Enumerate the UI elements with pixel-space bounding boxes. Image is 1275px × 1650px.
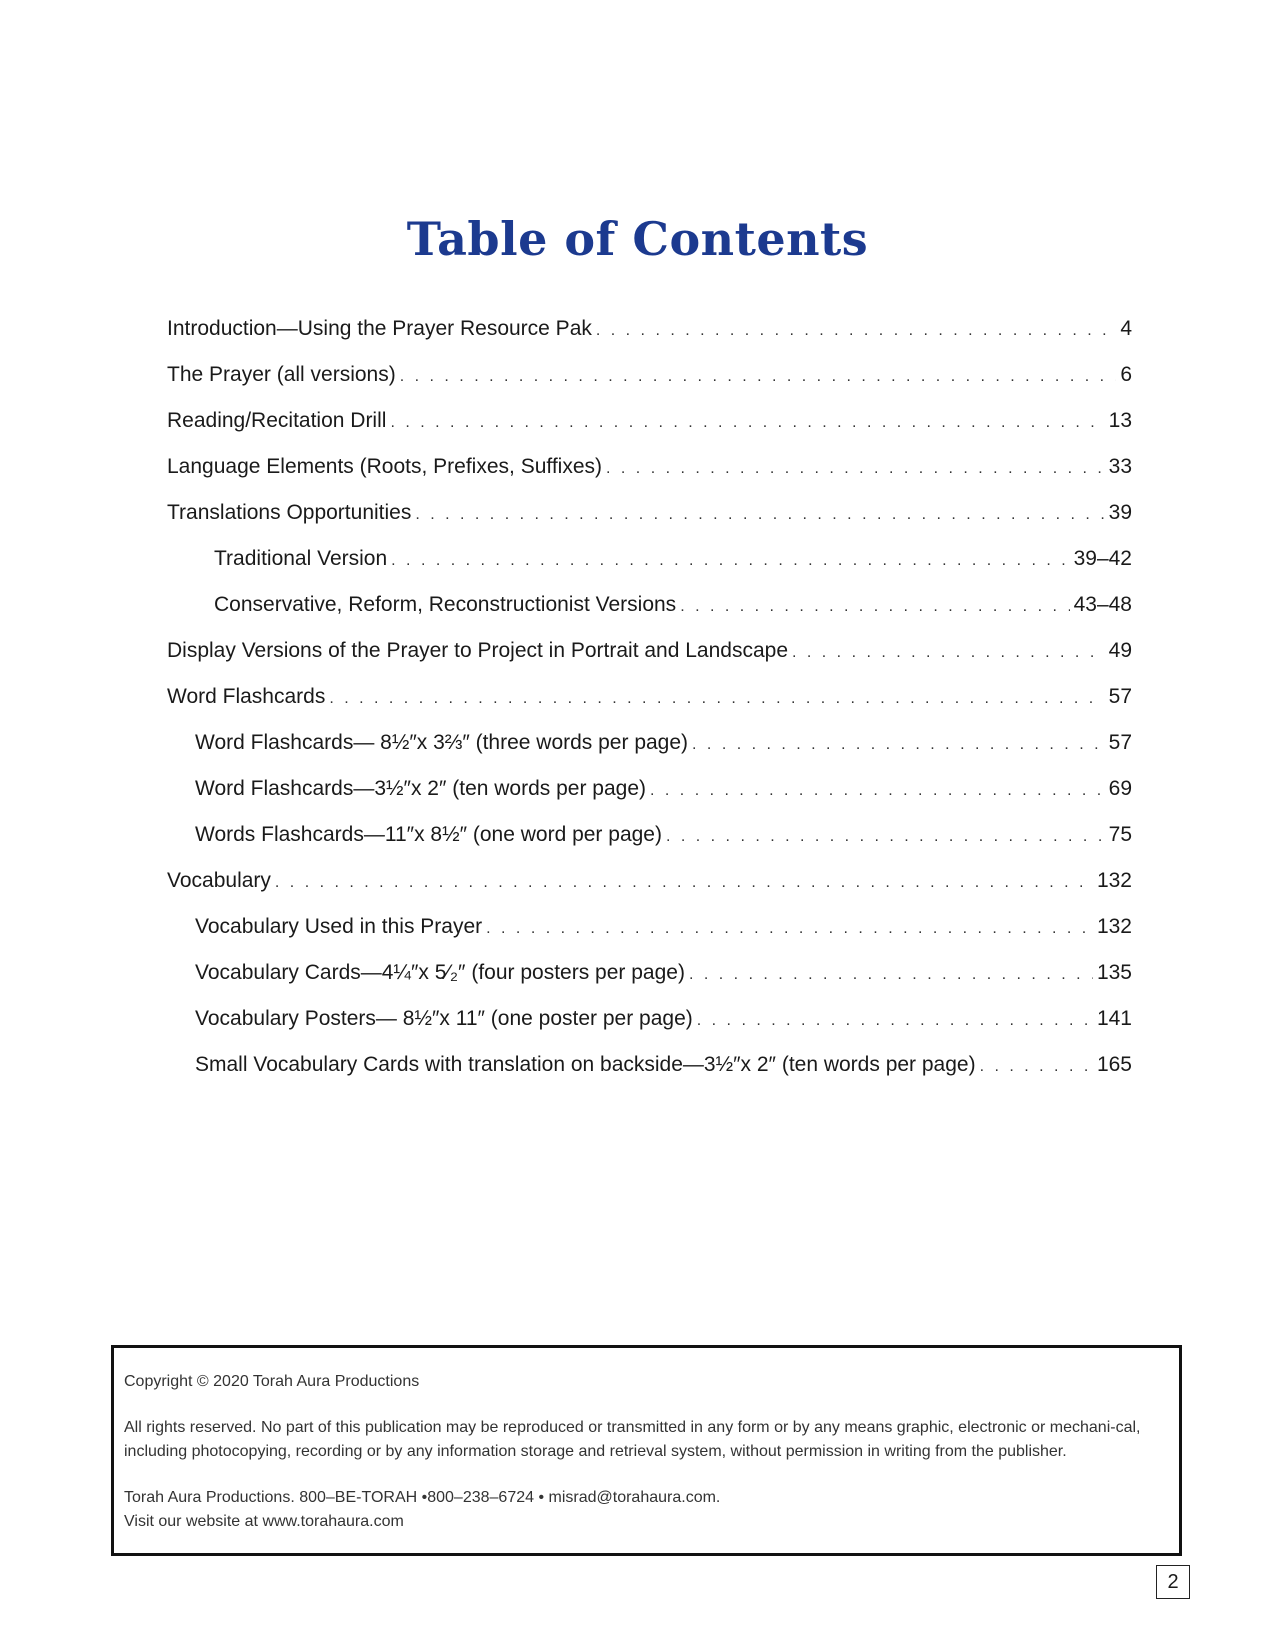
dot-leader [680,592,1069,622]
dot-leader [650,776,1105,806]
dot-leader [415,500,1104,530]
toc-entry-page: 39–42 [1073,547,1132,570]
contact-info: Torah Aura Productions. 800–BE-TORAH •800–238–6724 • misrad@torahaura.com. [124,1489,721,1506]
toc-entry-label: Word Flashcards—3½″x 2″ (ten words per page) [195,777,647,800]
toc-entry-language-elements[interactable] [167,452,1132,482]
toc-entry-page: 69 [1108,777,1132,800]
dot-leader [390,408,1104,438]
toc-entry-page: 39 [1108,501,1132,524]
dot-leader [400,362,1117,392]
toc-entry-label: Language Elements (Roots, Prefixes, Suffixes) [167,455,603,478]
toc-entry-page: 165 [1096,1053,1132,1076]
toc-entry-page: 49 [1108,639,1132,662]
toc-entry-label: Word Flashcards [167,685,326,708]
dot-leader [329,684,1104,714]
dot-leader [697,1006,1093,1036]
toc-entry-label: Words Flashcards—11″x 8½″ (one word per page) [195,823,662,846]
page-title: Table of Contents [406,212,869,266]
toc-entry-label: Reading/Recitation Drill [167,409,387,432]
toc-entry-translations[interactable] [167,498,1132,528]
toc-entry-vocabulary[interactable] [167,866,1132,896]
rights-statement: All rights reserved. No part of this publication may be reproduced or transmitted in any form or by any means graphic, electronic or mechani-cal, including photocopying, recording or by any information storage and retrieval system, without permission in writing from the publisher. [124,1419,1141,1460]
toc-entry-word-flashcards-ten[interactable] [167,774,1132,804]
dot-leader [666,822,1105,852]
copyright-line: Copyright © 2020 Torah Aura Productions [124,1373,420,1390]
toc-entry-traditional-version[interactable] [167,544,1132,574]
dot-leader [596,316,1116,346]
toc-entry-label: Introduction—Using the Prayer Resource Pak [167,317,592,340]
dot-leader [486,914,1093,944]
toc-entry-label: Display Versions of the Prayer to Project in Portrait and Landscape [167,639,788,662]
toc-entry-introduction[interactable] [167,314,1132,344]
toc-entry-page: 75 [1108,823,1132,846]
toc-entry-label: Vocabulary [167,869,271,892]
toc-entry-vocabulary-cards[interactable] [167,958,1132,988]
toc-entry-vocabulary-posters[interactable] [167,1004,1132,1034]
toc-entry-the-prayer[interactable] [167,360,1132,390]
dot-leader [980,1052,1093,1082]
dot-leader [689,960,1093,990]
dot-leader [391,546,1069,576]
toc-entry-page: 132 [1096,869,1132,892]
table-of-contents [167,314,1132,1096]
toc-entry-page: 33 [1108,455,1132,478]
dot-leader [606,454,1105,484]
toc-entry-display-versions[interactable] [167,636,1132,666]
copyright-box [111,1345,1182,1556]
toc-entry-page: 6 [1120,363,1132,386]
dot-leader [692,730,1105,760]
toc-entry-word-flashcards-three[interactable] [167,728,1132,758]
toc-entry-vocabulary-used[interactable] [167,912,1132,942]
toc-entry-page: 57 [1108,731,1132,754]
toc-entry-label: Small Vocabulary Cards with translation on backside—3½″x 2″ (ten words per page) [195,1053,976,1076]
toc-entry-word-flashcards-one[interactable] [167,820,1132,850]
toc-entry-page: 4 [1120,317,1132,340]
dot-leader [792,638,1105,668]
toc-entry-label: Vocabulary Posters— 8½″x 11″ (one poster per page) [195,1007,693,1030]
toc-entry-label: Vocabulary Used in this Prayer [195,915,483,938]
toc-entry-label: Translations Opportunities [167,501,412,524]
toc-entry-other-versions[interactable] [167,590,1132,620]
toc-entry-page: 57 [1108,685,1132,708]
website-link[interactable]: Visit our website at www.torahaura.com [124,1513,404,1530]
toc-entry-small-vocabulary-cards[interactable] [167,1050,1132,1080]
toc-entry-page: 141 [1096,1007,1132,1030]
toc-entry-word-flashcards[interactable] [167,682,1132,712]
toc-entry-page: 43–48 [1073,593,1132,616]
toc-entry-label: Conservative, Reform, Reconstructionist Versions [214,593,677,616]
toc-entry-page: 132 [1096,915,1132,938]
toc-entry-label: Word Flashcards— 8½″x 3⅔″ (three words per page) [195,731,689,754]
toc-entry-page: 135 [1096,961,1132,984]
toc-entry-label: Vocabulary Cards—4¼″x 5⁄₂″ (four posters per page) [195,961,685,984]
toc-entry-reading-drill[interactable] [167,406,1132,436]
toc-entry-label: Traditional Version [214,547,388,570]
page-number: 2 [1156,1565,1190,1599]
toc-entry-page: 13 [1108,409,1132,432]
dot-leader [275,868,1093,898]
toc-entry-label: The Prayer (all versions) [167,363,396,386]
